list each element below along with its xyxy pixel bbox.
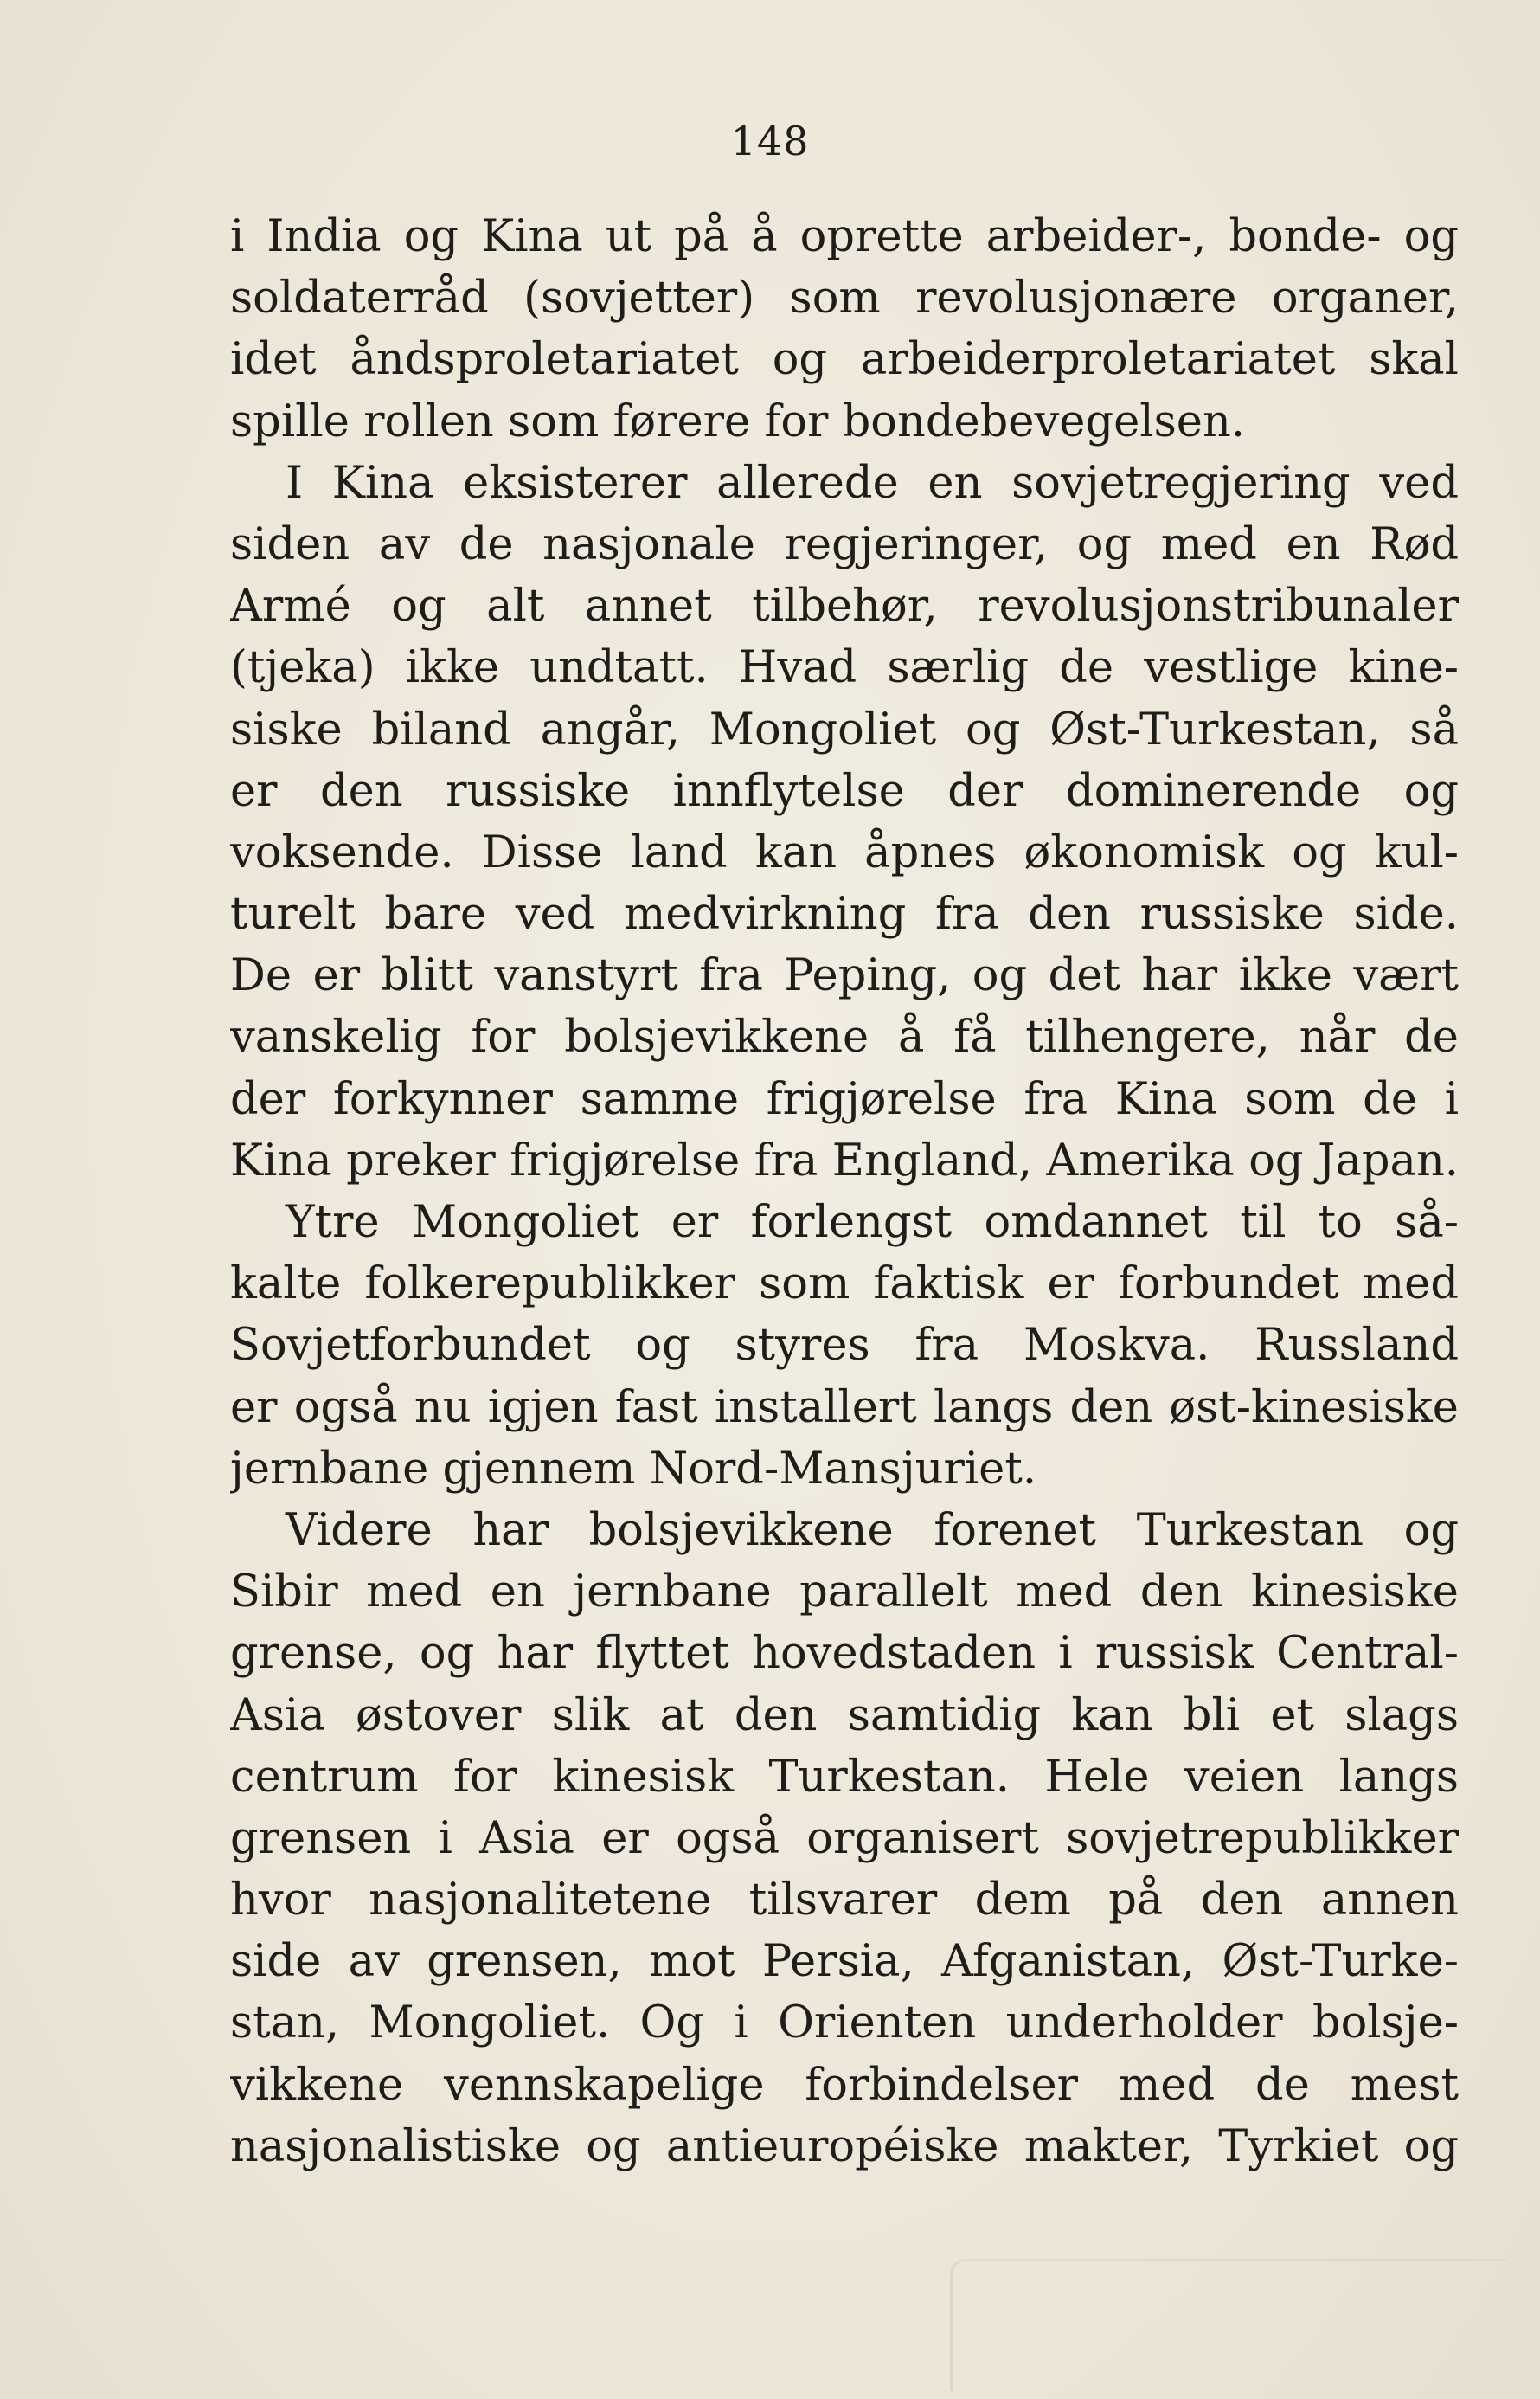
text-line: I Kina eksisterer allerede en sovjetregjering ved (286, 457, 1459, 509)
text-line: Kina preker frigjørelse fra England, Amerika og Japan. (230, 1135, 1459, 1187)
text-line: spille rollen som førere for bondebevegelsen. (230, 396, 1246, 447)
text-line: grensen i Asia er også organisert sovjetrepublikker (230, 1812, 1459, 1864)
text-line: Sibir med en jernbane parallelt med den kinesiske (230, 1566, 1459, 1618)
text-line: der forkynner samme frigjørelse fra Kina som de i (230, 1073, 1459, 1125)
text-line: (tjeka) ikke undtatt. Hvad særlig de vestlige kine- (230, 642, 1459, 694)
text-line: er også nu igjen fast installert langs den øst-kinesiske (230, 1381, 1459, 1433)
text-line: vikkene vennskapelige forbindelser med de mest (230, 2059, 1459, 2111)
text-line: i India og Kina ut på å oprette arbeider-, bonde- og (230, 211, 1459, 262)
text-line: Ytre Mongoliet er forlengst omdannet til to så- (286, 1197, 1459, 1248)
library-stamp-outline (950, 2259, 1506, 2391)
text-line: Sovjetforbundet og styres fra Moskva. Russland (230, 1320, 1459, 1372)
text-line: jernbane gjennem Nord-Mansjuriet. (230, 1443, 1037, 1495)
text-line: centrum for kinesisk Turkestan. Hele veien langs (230, 1751, 1459, 1803)
text-line: Asia østover slik at den samtidig kan bli et slags (230, 1689, 1459, 1741)
text-line: Armé og alt annet tilbehør, revolusjonstribunaler (230, 581, 1459, 633)
page-number: 148 (730, 118, 810, 164)
text-line: siske biland angår, Mongoliet og Øst-Turkestan, så (230, 704, 1459, 756)
text-line: kalte folkerepublikker som faktisk er forbundet med (230, 1258, 1459, 1310)
text-line: De er blitt vanstyrt fra Peping, og det har ikke vært (230, 950, 1459, 1002)
text-line: stan, Mongoliet. Og i Orienten underholder bolsje- (230, 1997, 1459, 2049)
text-line: vanskelig for bolsjevikkene å få tilhengere, når de (230, 1012, 1459, 1064)
text-line: er den russiske innflytelse der dominerende og (230, 765, 1459, 817)
text-line: hvor nasjonalitetene tilsvarer dem på den annen (230, 1875, 1459, 1926)
text-line: voksende. Disse land kan åpnes økonomisk og kul- (230, 826, 1459, 878)
text-line: soldaterråd (sovjetter) som revolusjonære organer, (230, 273, 1459, 325)
text-line: side av grensen, mot Persia, Afganistan, Øst-Turke- (230, 1936, 1459, 1988)
text-line: nasjonalistiske og antieuropéiske makter, Tyrkiet og (230, 2120, 1459, 2172)
text-line: turelt bare ved medvirkning fra den russiske side. (230, 889, 1459, 941)
text-line: grense, og har flyttet hovedstaden i russisk Central- (230, 1628, 1459, 1680)
text-line: Videre har bolsjevikkene forenet Turkestan og (286, 1504, 1459, 1556)
text-line: idet åndsproletariatet og arbeiderproletariatet skal (230, 334, 1459, 386)
text-line: siden av de nasjonale regjeringer, og med en Rød (230, 518, 1459, 570)
body-text (230, 206, 1459, 2177)
